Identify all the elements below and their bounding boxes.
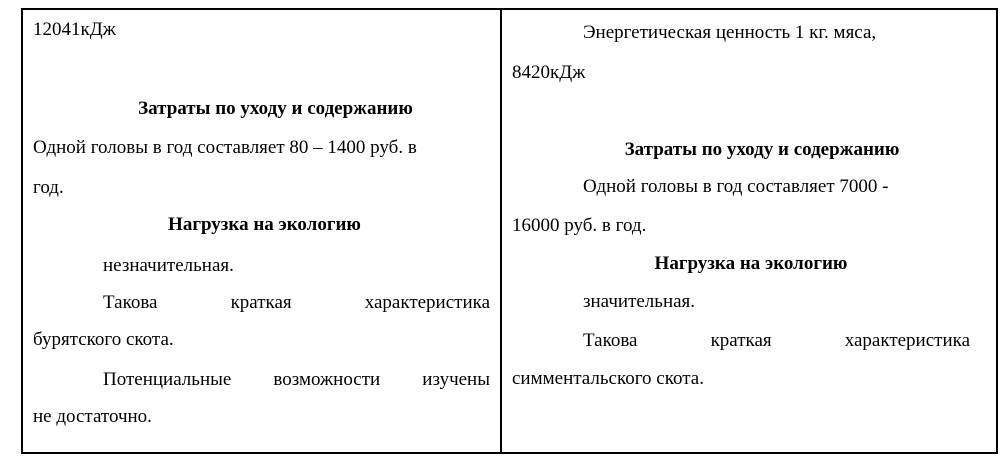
left-eco-heading: Нагрузка на экологию — [168, 214, 361, 235]
right-summary-line1 — [583, 328, 970, 354]
left-energy: 12041кДж — [33, 19, 116, 40]
left-potential-word1: Потенциальные — [103, 369, 232, 390]
left-summary-word1: Такова — [103, 292, 158, 313]
left-summary-word2: краткая — [230, 292, 292, 313]
right-cost-line1: Одной головы в год составляет 7000 - — [583, 176, 889, 197]
left-eco-value: незначительная. — [103, 255, 234, 276]
left-potential-word3: изучены — [422, 369, 490, 390]
left-summary-line2: бурятского скота. — [33, 329, 174, 350]
right-summary-word1: Такова — [583, 330, 638, 351]
right-energy-line2: 8420кДж — [512, 62, 586, 83]
left-potential-line1 — [103, 367, 490, 393]
left-cost-line1: Одной головы в год составляет 80 – 1400 руб. в — [33, 137, 417, 158]
right-eco-heading: Нагрузка на экологию — [654, 253, 848, 274]
left-cost-line2: год. — [33, 177, 64, 198]
left-potential-word2: возможности — [273, 369, 381, 390]
left-potential-line2: не достаточно. — [33, 406, 152, 427]
right-energy-line1: Энергетическая ценность 1 кг. мяса, — [583, 22, 877, 43]
left-summary-word3: характеристика — [364, 292, 490, 313]
right-cost-line2: 16000 руб. в год. — [512, 215, 647, 236]
right-eco-value: значительная. — [583, 291, 696, 312]
left-cost-heading: Затраты по уходу и содержанию — [138, 98, 413, 119]
right-cost-heading: Затраты по уходу и содержанию — [624, 139, 900, 160]
right-summary-line2: симментальского скота. — [512, 368, 704, 389]
left-summary-line1 — [103, 290, 490, 316]
column-divider — [500, 8, 502, 454]
right-summary-word2: краткая — [710, 330, 772, 351]
right-summary-word3: характеристика — [844, 330, 970, 351]
